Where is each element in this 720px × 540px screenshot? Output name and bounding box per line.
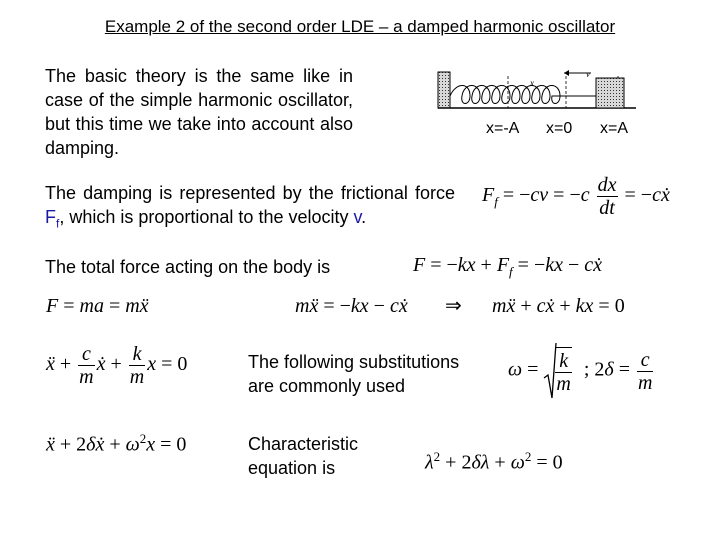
normalized-equation: ẍ + $\frac{c}{m}$ ẋ + $\frac{k}{m}$ x = 0 [46, 343, 188, 388]
substitution-equations: ω = $\frac{k}{m}$ ; 2δ = $\frac{c}{m}$ [508, 342, 655, 400]
displacement-label: x [530, 78, 534, 88]
motion-equation: mẍ = −kx − cẋ [295, 295, 408, 317]
motion-equation-rearranged: mẍ + cẋ + kx = 0 [492, 295, 625, 317]
label-x-zero: x=0 [546, 120, 573, 137]
wall [438, 72, 450, 108]
damping-text-prefix: The damping is represented by the frictional force [45, 183, 455, 203]
mass-block [596, 78, 624, 108]
force-subscript: f [56, 216, 60, 231]
velocity-label: v [586, 69, 590, 79]
substitutions-text: The following substitutions are commonly used [248, 352, 460, 396]
substituted-equation: ẍ + 2δẋ + $\omega^2x = 0$ [46, 431, 187, 456]
label-x-a: x=A [600, 120, 629, 137]
spring [450, 86, 596, 104]
spring-mass-illustration [436, 66, 676, 112]
total-force-text: The total force acting on the body is [45, 257, 331, 277]
implies-arrow: ⇒ [445, 295, 462, 317]
label-x-neg-a: x=-A [486, 120, 520, 137]
velocity-arrowhead [564, 70, 569, 76]
total-force-equation: $F = -kx + F_f = -kx$ − cẋ [413, 254, 603, 279]
damping-text-end: . [361, 207, 367, 227]
characteristic-equation: $\lambda^2 + 2\delta\lambda + \omega^2 = 0$ [425, 449, 563, 474]
oscillator-diagram [436, 66, 676, 146]
characteristic-text: Characteristic equation is [248, 434, 359, 478]
velocity-symbol: v [353, 207, 362, 227]
page-title: Example 2 of the second order LDE – a damped harmonic oscillator [104, 17, 616, 36]
damping-text-mid: , which is proportional to the velocity [59, 207, 354, 227]
damping-paragraph [45, 181, 455, 236]
newton-equation: F = ma = mẍ [46, 295, 149, 317]
force-symbol: $F_f$ [45, 207, 60, 231]
friction-force-equation: $F_f = -cv = -c$ $\frac{dx}{dt}$ = −cẋ [482, 174, 670, 219]
intro-paragraph: The basic theory is the same like in case of the simple harmonic oscillator, but this time we take into account also damping. [45, 66, 353, 158]
